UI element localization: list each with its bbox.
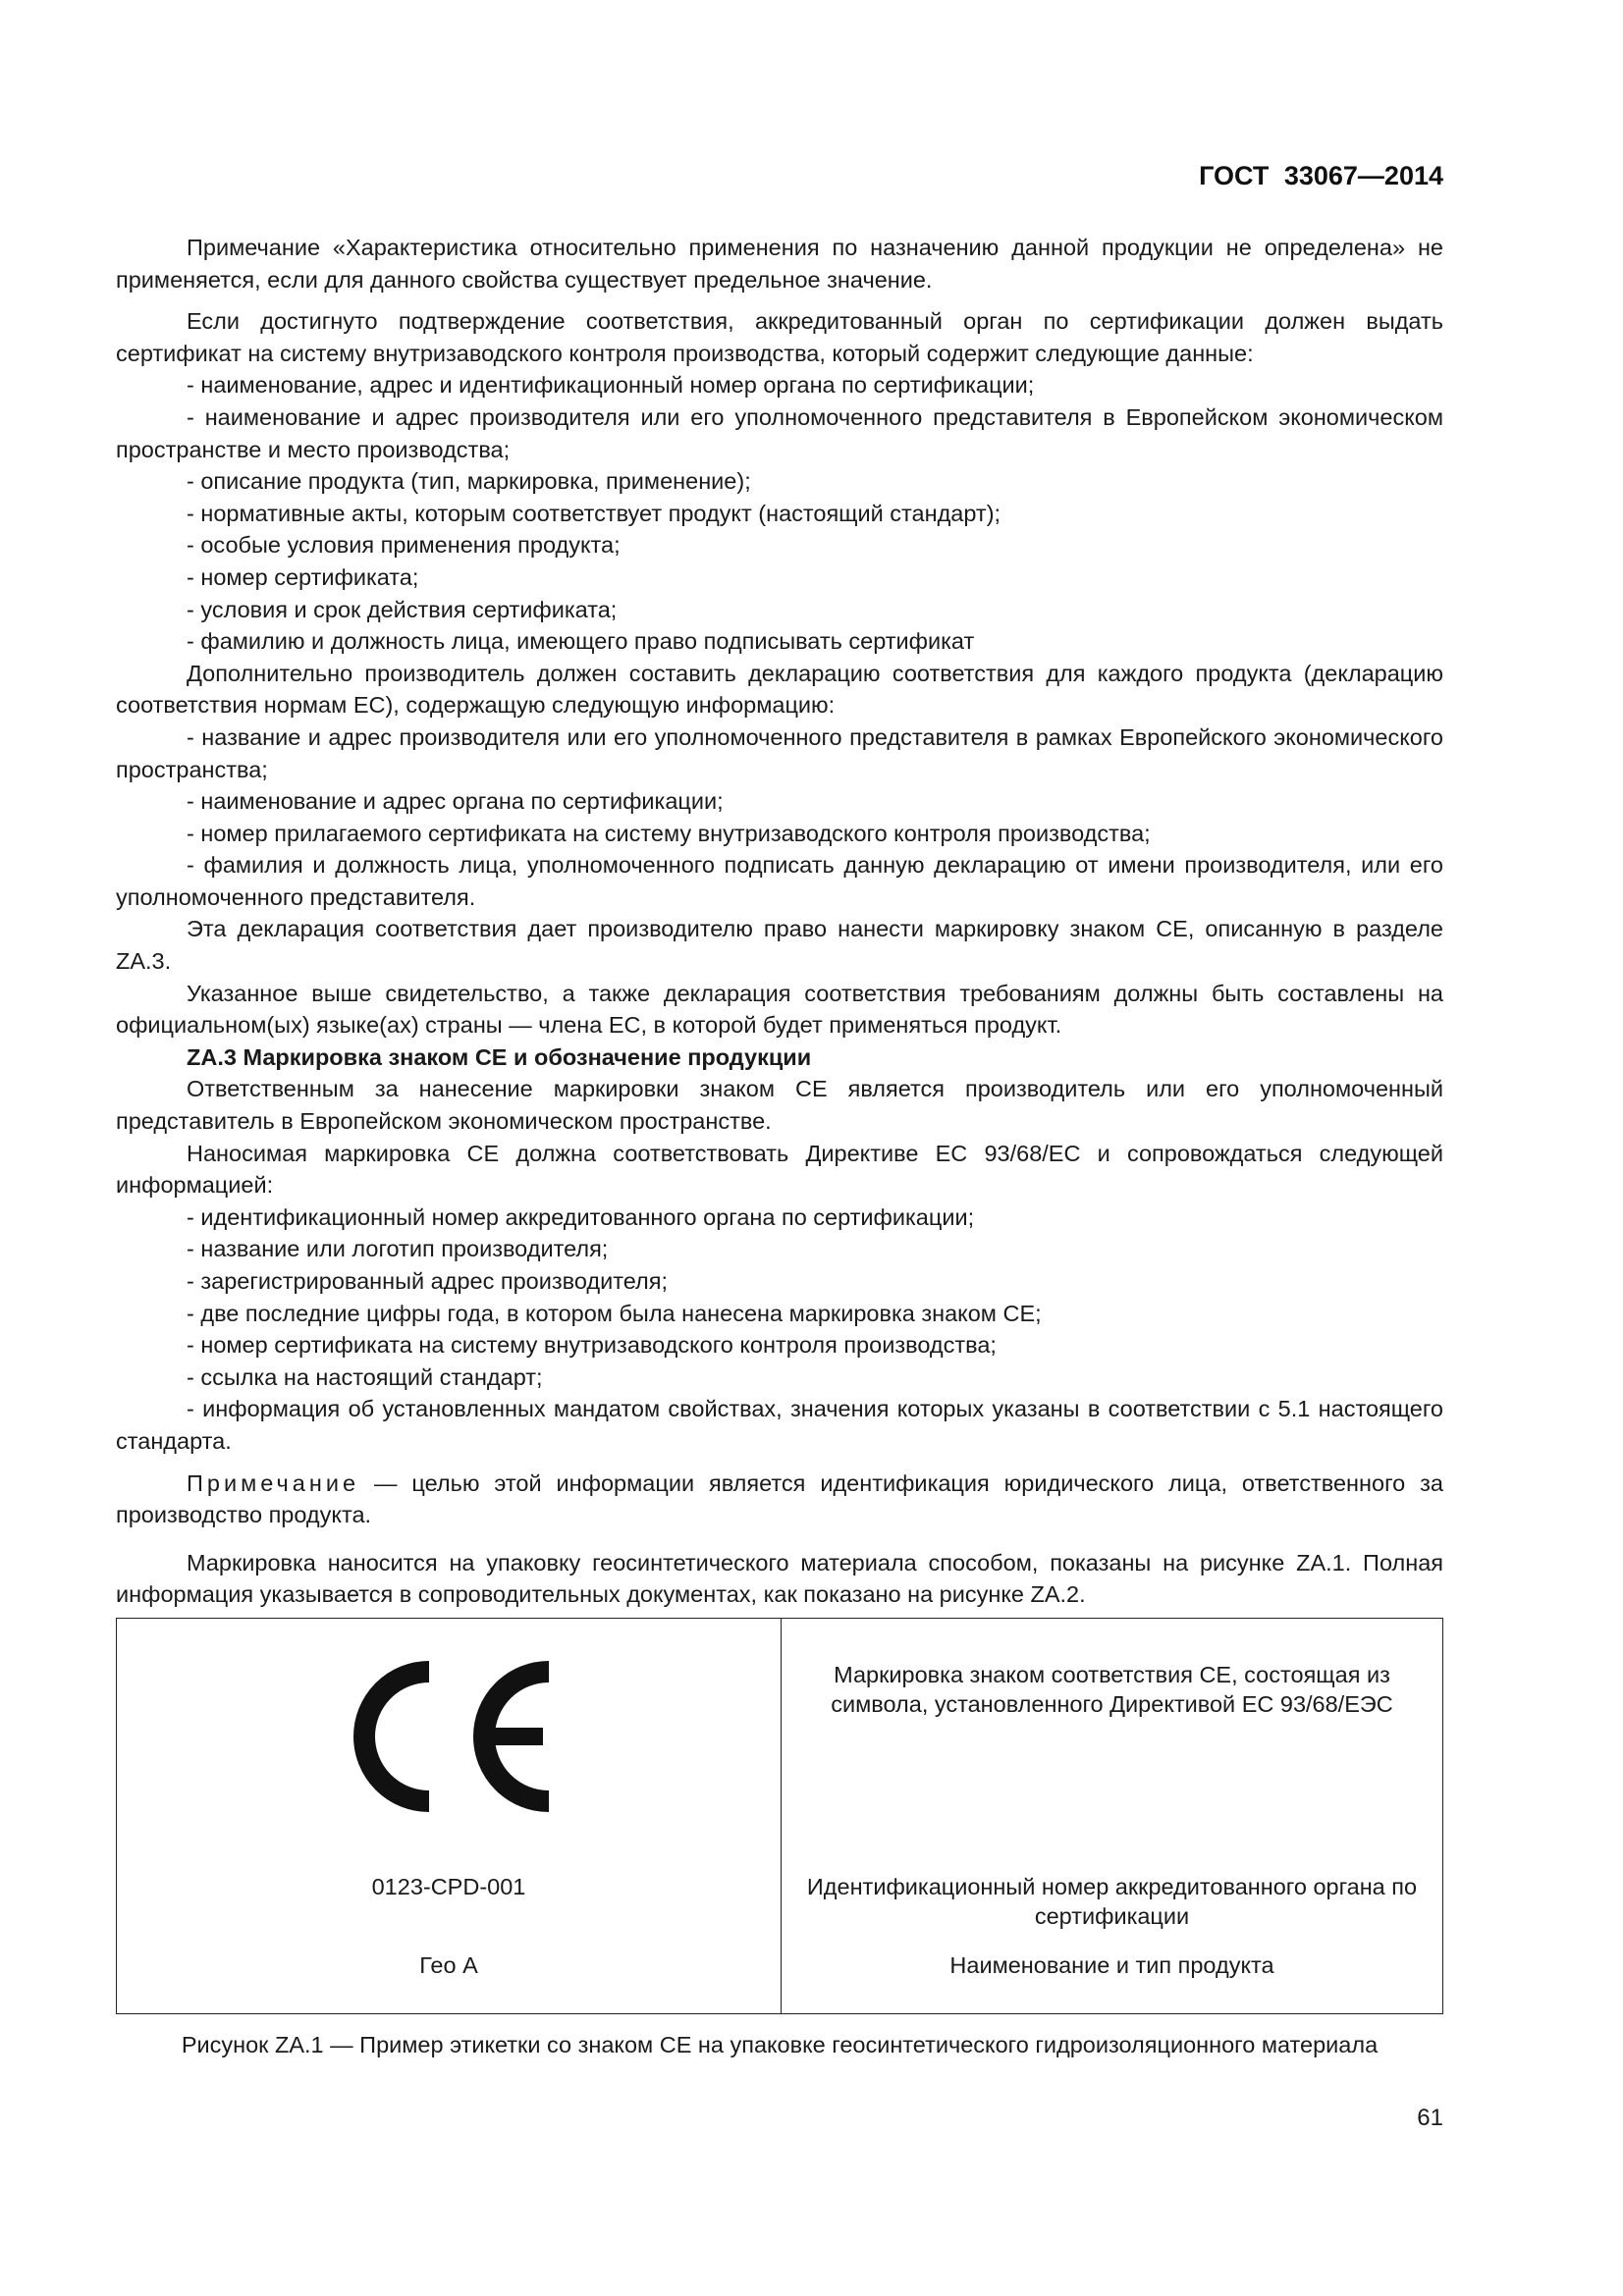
figure-caption: Рисунок ZA.1 — Пример этикетки со знаком СЕ на упаковке геосинтетического гидроизоляционного материала <box>181 2032 1379 2057</box>
list-item: - две последние цифры года, в котором была нанесена маркировка знаком СЕ; <box>187 1300 1042 1326</box>
list-item: - номер сертификата; <box>187 563 419 590</box>
paragraph: Указанное выше свидетельство, а также декларация соответствия требованиям должны быть составлены на официальном(ых) языке(ах) страны — члена ЕС, в которой будет применяться продукт. <box>116 980 1443 1039</box>
paragraph: Если достигнуто подтверждение соответствия, аккредитованный орган по сертификации должен выдать сертификат на систему внутризаводского контроля производства, который содержит следующие данные: <box>116 308 1443 366</box>
page-number: 61 <box>1417 2105 1443 2131</box>
list-item: - наименование и адрес производителя или его уполномоченного представителя в Европейском экономическом пространстве и место производства; <box>116 403 1443 462</box>
document-body <box>116 232 1443 1611</box>
list-item: - название или логотип производителя; <box>187 1236 609 1262</box>
list-item: - условия и срок действия сертификата; <box>187 596 618 622</box>
ce-label-figure <box>116 1618 1443 2014</box>
ce-logo-icon <box>341 1658 568 1815</box>
list-item: - описание продукта (тип, маркировка, применение); <box>187 468 751 495</box>
list-item: - наименование, адрес и идентификационный номер органа по сертификации; <box>187 372 1035 399</box>
document-header: ГОСТ 33067—2014 <box>1199 161 1443 190</box>
list-item: - нормативные акты, которым соответствует продукт (настоящий стандарт); <box>187 500 1001 526</box>
note-text: — целью этой информации является идентификация юридического лица, ответственного за производство продукта. <box>116 1469 1443 1528</box>
list-item: - ссылка на настоящий стандарт; <box>187 1363 543 1390</box>
ce-mark-description: Маркировка знаком соответствия СЕ, состоящая из символа, установленного Директивой ЕС 93/68/ЕЭС <box>831 1662 1393 1717</box>
id-number-description: Идентификационный номер аккредитованного органа по сертификации <box>806 1874 1418 1929</box>
product-name-description: Наименование и тип продукта <box>949 1952 1274 1978</box>
list-item: - название и адрес производителя или его уполномоченного представителя в рамках Европейского экономического пространства; <box>116 723 1443 782</box>
list-item: - номер сертификата на систему внутризаводского контроля производства; <box>187 1332 997 1359</box>
paragraph: Маркировка наносится на упаковку геосинтетического материала способом, показаны на рисунке ZA.1. Полная информация указывается в сопроводительных документах, как показано на рисунке ZA.2. <box>116 1549 1443 1608</box>
note-label: Примечание <box>187 1469 360 1496</box>
note-paragraph: Примечание «Характеристика относительно применения по назначению данной продукции не определена» не применяется, если для данного свойства существует предельное значение. <box>116 235 1443 293</box>
product-name: Гео А <box>419 1952 478 1978</box>
list-item: - зарегистрированный адрес производителя; <box>187 1268 669 1294</box>
list-item: - фамилию и должность лица, имеющего право подписывать сертификат <box>187 628 975 655</box>
list-item: - номер прилагаемого сертификата на систему внутризаводского контроля производства; <box>187 820 1151 846</box>
certificate-code: 0123-CPD-001 <box>371 1874 526 1899</box>
figure-right-column <box>782 1619 1442 2013</box>
paragraph: Дополнительно производитель должен составить декларацию соответствия для каждого продукта (декларацию соответствия нормам ЕС), содержащую следующую информацию: <box>116 660 1443 719</box>
paragraph: Наносимая маркировка СЕ должна соответствовать Директиве ЕС 93/68/ЕС и сопровождаться следующей информацией: <box>116 1140 1443 1199</box>
paragraph: Эта декларация соответствия дает производителю право нанести маркировку знаком СЕ, описанную в разделе ZA.3. <box>116 916 1443 975</box>
list-item: - наименование и адрес органа по сертификации; <box>187 788 724 815</box>
list-item: - идентификационный номер аккредитованного органа по сертификации; <box>187 1203 975 1230</box>
list-item: - особые условия применения продукта; <box>187 532 621 559</box>
figure-left-column <box>117 1619 782 2013</box>
paragraph: Ответственным за нанесение маркировки знаком СЕ является производитель или его уполномоченный представитель в Европейском экономическом пространстве. <box>116 1076 1443 1135</box>
list-item: - фамилия и должность лица, уполномоченного подписать данную декларацию от имени производителя, или его уполномоченного представителя. <box>116 852 1443 910</box>
list-item: - информация об установленных мандатом свойствах, значения которых указаны в соответствии с 5.1 настоящего стандарта. <box>116 1396 1443 1454</box>
section-title: ZA.3 Маркировка знаком СЕ и обозначение продукции <box>187 1043 812 1070</box>
note-paragraph <box>116 1468 1443 1531</box>
